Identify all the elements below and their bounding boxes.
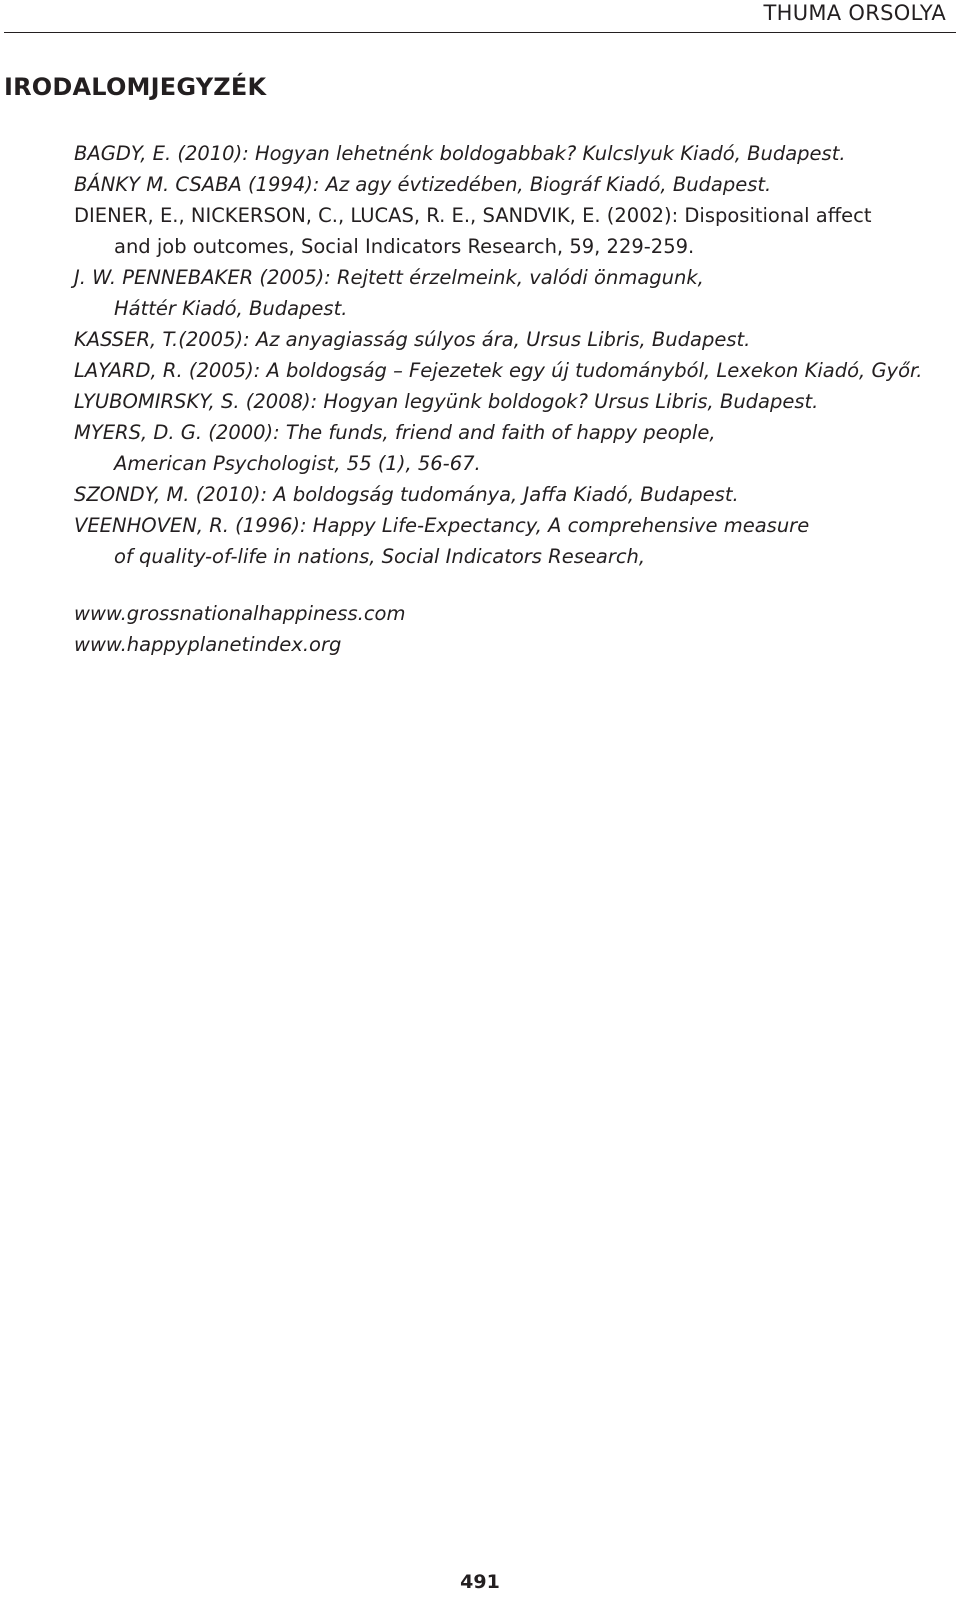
page-number: 491 [460,1571,500,1593]
reference-line: KASSER, T.(2005): Az anyagiasság súlyos ára, Ursus Libris, Budapest. [74,328,751,351]
reference-item [74,479,944,510]
reference-line: VEENHOVEN, R. (1996): Happy Life-Expectancy, A comprehensive measure [74,514,810,537]
reference-line: BÁNKY M. CSABA (1994): Az agy évtizedében, Biográf Kiadó, Budapest. [74,173,772,196]
reference-line: MYERS, D. G. (2000): The funds, friend and faith of happy people, [74,421,716,444]
header-divider [4,32,956,33]
reference-item [74,386,944,417]
reference-item [74,262,944,324]
url-item: www.grossnationalhappiness.com [74,602,406,625]
reference-line: J. W. PENNEBAKER (2005): Rejtett érzelmeink, valódi önmagunk, [74,266,704,289]
reference-line: DIENER, E., NICKERSON, C., LUCAS, R. E., SANDVIK, E. (2002): Dispositional affect [74,204,872,227]
running-head-author: THUMA ORSOLYA [763,1,946,25]
reference-item [74,355,944,386]
reference-continuation: of quality-of-life in nations, Social Indicators Research, [114,545,646,568]
reference-continuation: and job outcomes, Social Indicators Research, 59, 229-259. [114,235,695,258]
url-item: www.happyplanetindex.org [74,633,342,656]
reference-line: LYUBOMIRSKY, S. (2008): Hogyan legyünk boldogok? Ursus Libris, Budapest. [74,390,819,413]
reference-item [74,200,944,262]
reference-item [74,169,944,200]
reference-item [74,324,944,355]
reference-line: LAYARD, R. (2005): A boldogság – Fejezetek egy új tudományból, Lexekon Kiadó, Győr. [74,359,923,382]
reference-item [74,138,944,169]
url-list [74,598,405,660]
section-title: IRODALOMJEGYZÉK [4,73,267,101]
reference-continuation: American Psychologist, 55 (1), 56-67. [114,452,481,475]
reference-item [74,417,944,479]
reference-line: BAGDY, E. (2010): Hogyan lehetnénk boldogabbak? Kulcslyuk Kiadó, Budapest. [74,142,846,165]
reference-list [74,138,944,572]
reference-line: SZONDY, M. (2010): A boldogság tudománya, Jaffa Kiadó, Budapest. [74,483,739,506]
reference-continuation: Háttér Kiadó, Budapest. [114,297,348,320]
reference-item [74,510,944,572]
